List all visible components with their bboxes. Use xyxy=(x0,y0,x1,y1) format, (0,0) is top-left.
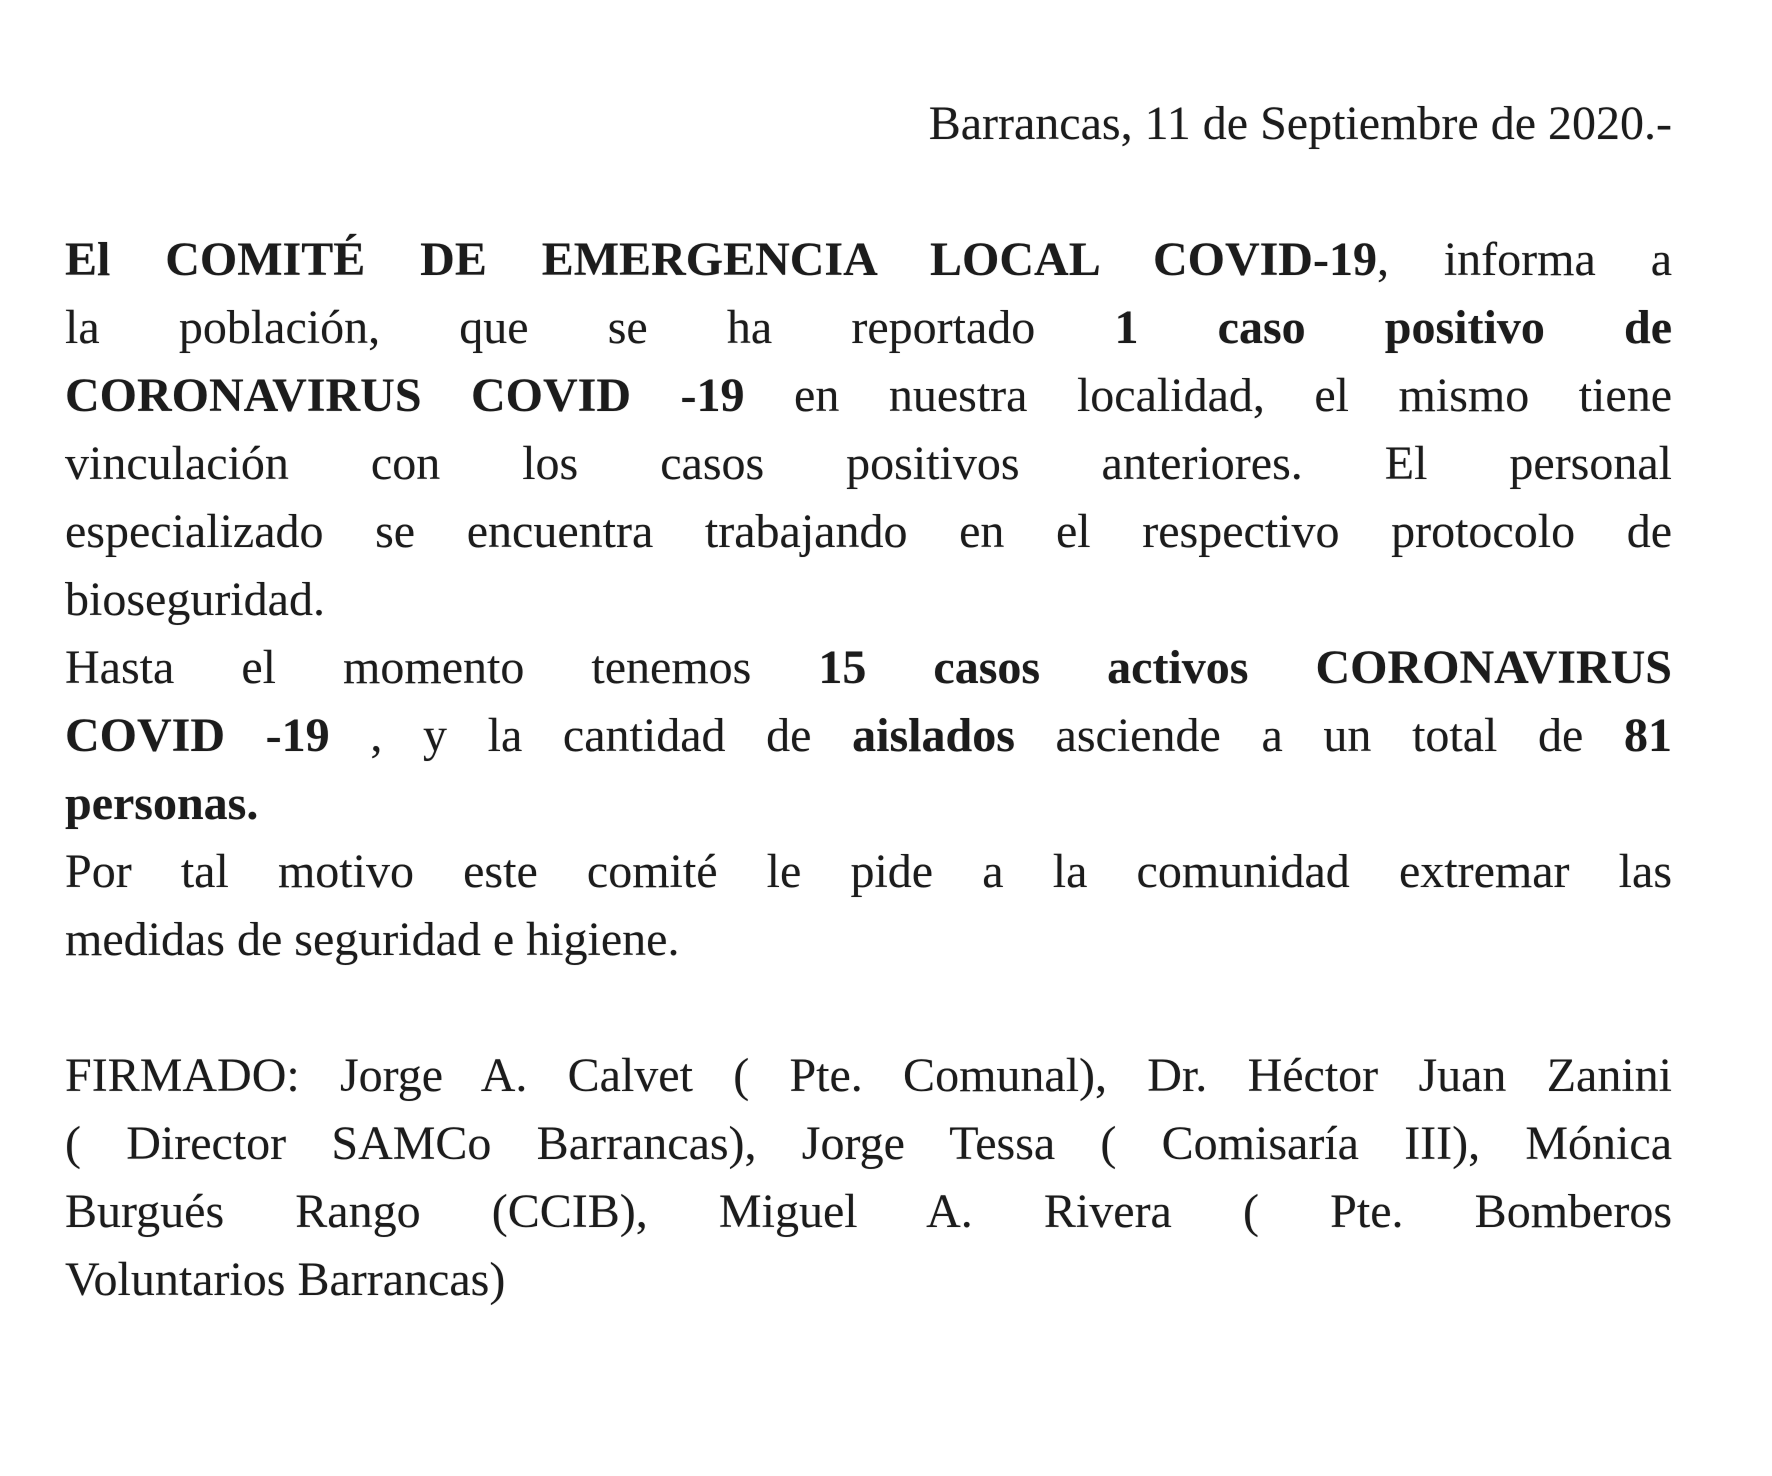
text-line xyxy=(65,566,1672,634)
document-body xyxy=(65,226,1672,1314)
text-line xyxy=(65,294,1672,362)
text-segment: bioseguridad. xyxy=(65,573,325,626)
bold-text-segment: personas. xyxy=(65,777,259,830)
text-segment: , y la cantidad de xyxy=(329,709,853,762)
text-line xyxy=(65,770,1672,838)
text-segment: ( Director SAMCo Barrancas), Jorge Tessa ( Comisaría III), Mónica xyxy=(65,1117,1672,1170)
paragraph-active-cases xyxy=(65,634,1672,838)
text-line xyxy=(65,1246,1672,1314)
text-line xyxy=(65,838,1672,906)
text-segment: asciende a un total de xyxy=(1014,709,1625,762)
text-segment: medidas de seguridad e higiene. xyxy=(65,913,680,966)
text-segment: FIRMADO: Jorge A. Calvet ( Pte. Comunal), Dr. Héctor Juan Zanini xyxy=(65,1049,1672,1102)
text-line xyxy=(65,1110,1672,1178)
bold-text-segment: 1 caso positivo de xyxy=(1114,301,1672,354)
text-segment: en nuestra localidad, el mismo tiene xyxy=(744,369,1672,422)
bold-text-segment: CORONAVIRUS COVID -19 xyxy=(65,369,745,422)
text-segment: vinculación con los casos positivos anteriores. El personal xyxy=(65,437,1672,490)
paragraph-announcement xyxy=(65,226,1672,634)
bold-text-segment: 15 casos activos CORONAVIRUS xyxy=(818,641,1673,694)
text-line xyxy=(65,1042,1672,1110)
text-segment: Burgués Rango (CCIB), Miguel A. Rivera ( Pte. Bomberos xyxy=(65,1185,1672,1238)
bold-text-segment: aislados xyxy=(852,709,1015,762)
text-line xyxy=(65,430,1672,498)
text-line xyxy=(65,498,1672,566)
bold-text-segment: El COMITÉ DE EMERGENCIA LOCAL COVID-19 xyxy=(65,233,1377,286)
date-line: Barrancas, 11 de Septiembre de 2020.- xyxy=(928,97,1672,150)
text-segment: Por tal motivo este comité le pide a la comunidad extremar las xyxy=(65,845,1672,898)
text-segment: Voluntarios Barrancas) xyxy=(65,1253,506,1306)
text-line xyxy=(65,362,1672,430)
text-line xyxy=(65,702,1672,770)
text-segment: , informa a xyxy=(1376,233,1672,286)
bold-text-segment: COVID -19 xyxy=(65,709,330,762)
text-line xyxy=(65,634,1672,702)
text-line xyxy=(65,226,1672,294)
text-line xyxy=(65,1178,1672,1246)
paragraph-request xyxy=(65,838,1672,974)
paragraph-signatures xyxy=(65,1042,1672,1314)
text-segment: especializado se encuentra trabajando en el respectivo protocolo de xyxy=(65,505,1672,558)
text-line xyxy=(65,906,1672,974)
text-segment: Hasta el momento tenemos xyxy=(65,641,819,694)
text-segment: la población, que se ha reportado xyxy=(65,301,1115,354)
bold-text-segment: 81 xyxy=(1624,709,1673,762)
